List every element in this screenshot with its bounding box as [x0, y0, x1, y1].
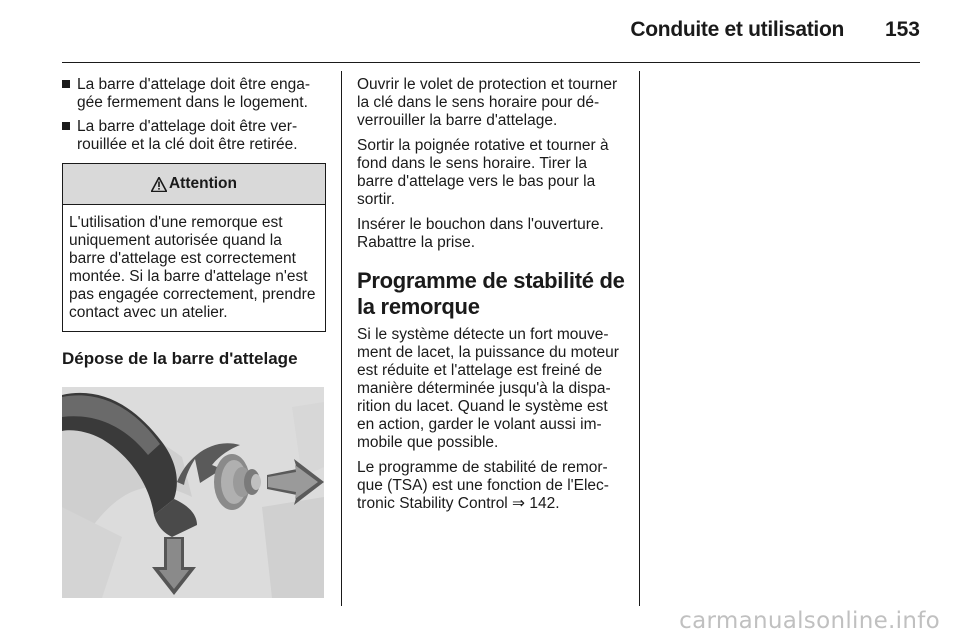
paragraph: Insérer le bouchon dans l'ouverture. Rabattre la prise.	[357, 216, 604, 251]
paragraph: Si le système détecte un fort mouvement de lacet, la puissance du moteur est réduite et l'attelage est freiné de manière déterminée jusqu'à la disparition du lacet. Quand le système est en action, garder le volant aussi immobile que possible.	[357, 326, 619, 451]
column-divider	[639, 71, 640, 606]
list-item	[62, 76, 326, 112]
bullet-text: La barre d'attelage doit être verrouillée et la clé doit être retirée.	[77, 118, 298, 153]
attention-header	[63, 164, 325, 205]
left-column	[62, 76, 326, 598]
list-item	[62, 118, 326, 154]
watermark: carmanualsonline.info	[679, 608, 940, 634]
attention-box	[62, 163, 326, 332]
paragraph: Sortir la poignée rotative et tourner à fond dans le sens horaire. Tirer la barre d'attelage vers le bas pour la sortir.	[357, 137, 609, 208]
bullet-square-icon	[62, 80, 70, 88]
page-header	[62, 0, 920, 63]
towbar-removal-illustration	[62, 387, 324, 598]
column-divider	[341, 71, 342, 606]
paragraph: Le programme de stabilité de remorque (TSA) est une fonction de l'Electronic Stability Control ⇒ 142.	[357, 459, 609, 512]
attention-body: L'utilisation d'une remorque est uniquement autorisée quand la barre d'attelage est correctement montée. Si la barre d'attelage n'est pas engagée correctement, prendre contact avec un atelier.	[69, 214, 316, 321]
bullet-text: La barre d'attelage doit être engagée fermement dans le logement.	[77, 76, 311, 111]
right-column	[357, 76, 625, 520]
section-heading: Programme de stabilité de la remorque	[357, 268, 625, 319]
section-heading: Dépose de la barre d'attelage	[62, 349, 298, 368]
bullet-square-icon	[62, 122, 70, 130]
warning-triangle-icon	[151, 177, 167, 192]
attention-title: Attention	[168, 175, 237, 192]
paragraph: Ouvrir le volet de protection et tourner la clé dans le sens horaire pour déverrouiller la barre d'attelage.	[357, 76, 618, 129]
page-number: 153	[884, 18, 920, 41]
section-title: Conduite et utilisation	[630, 18, 844, 41]
